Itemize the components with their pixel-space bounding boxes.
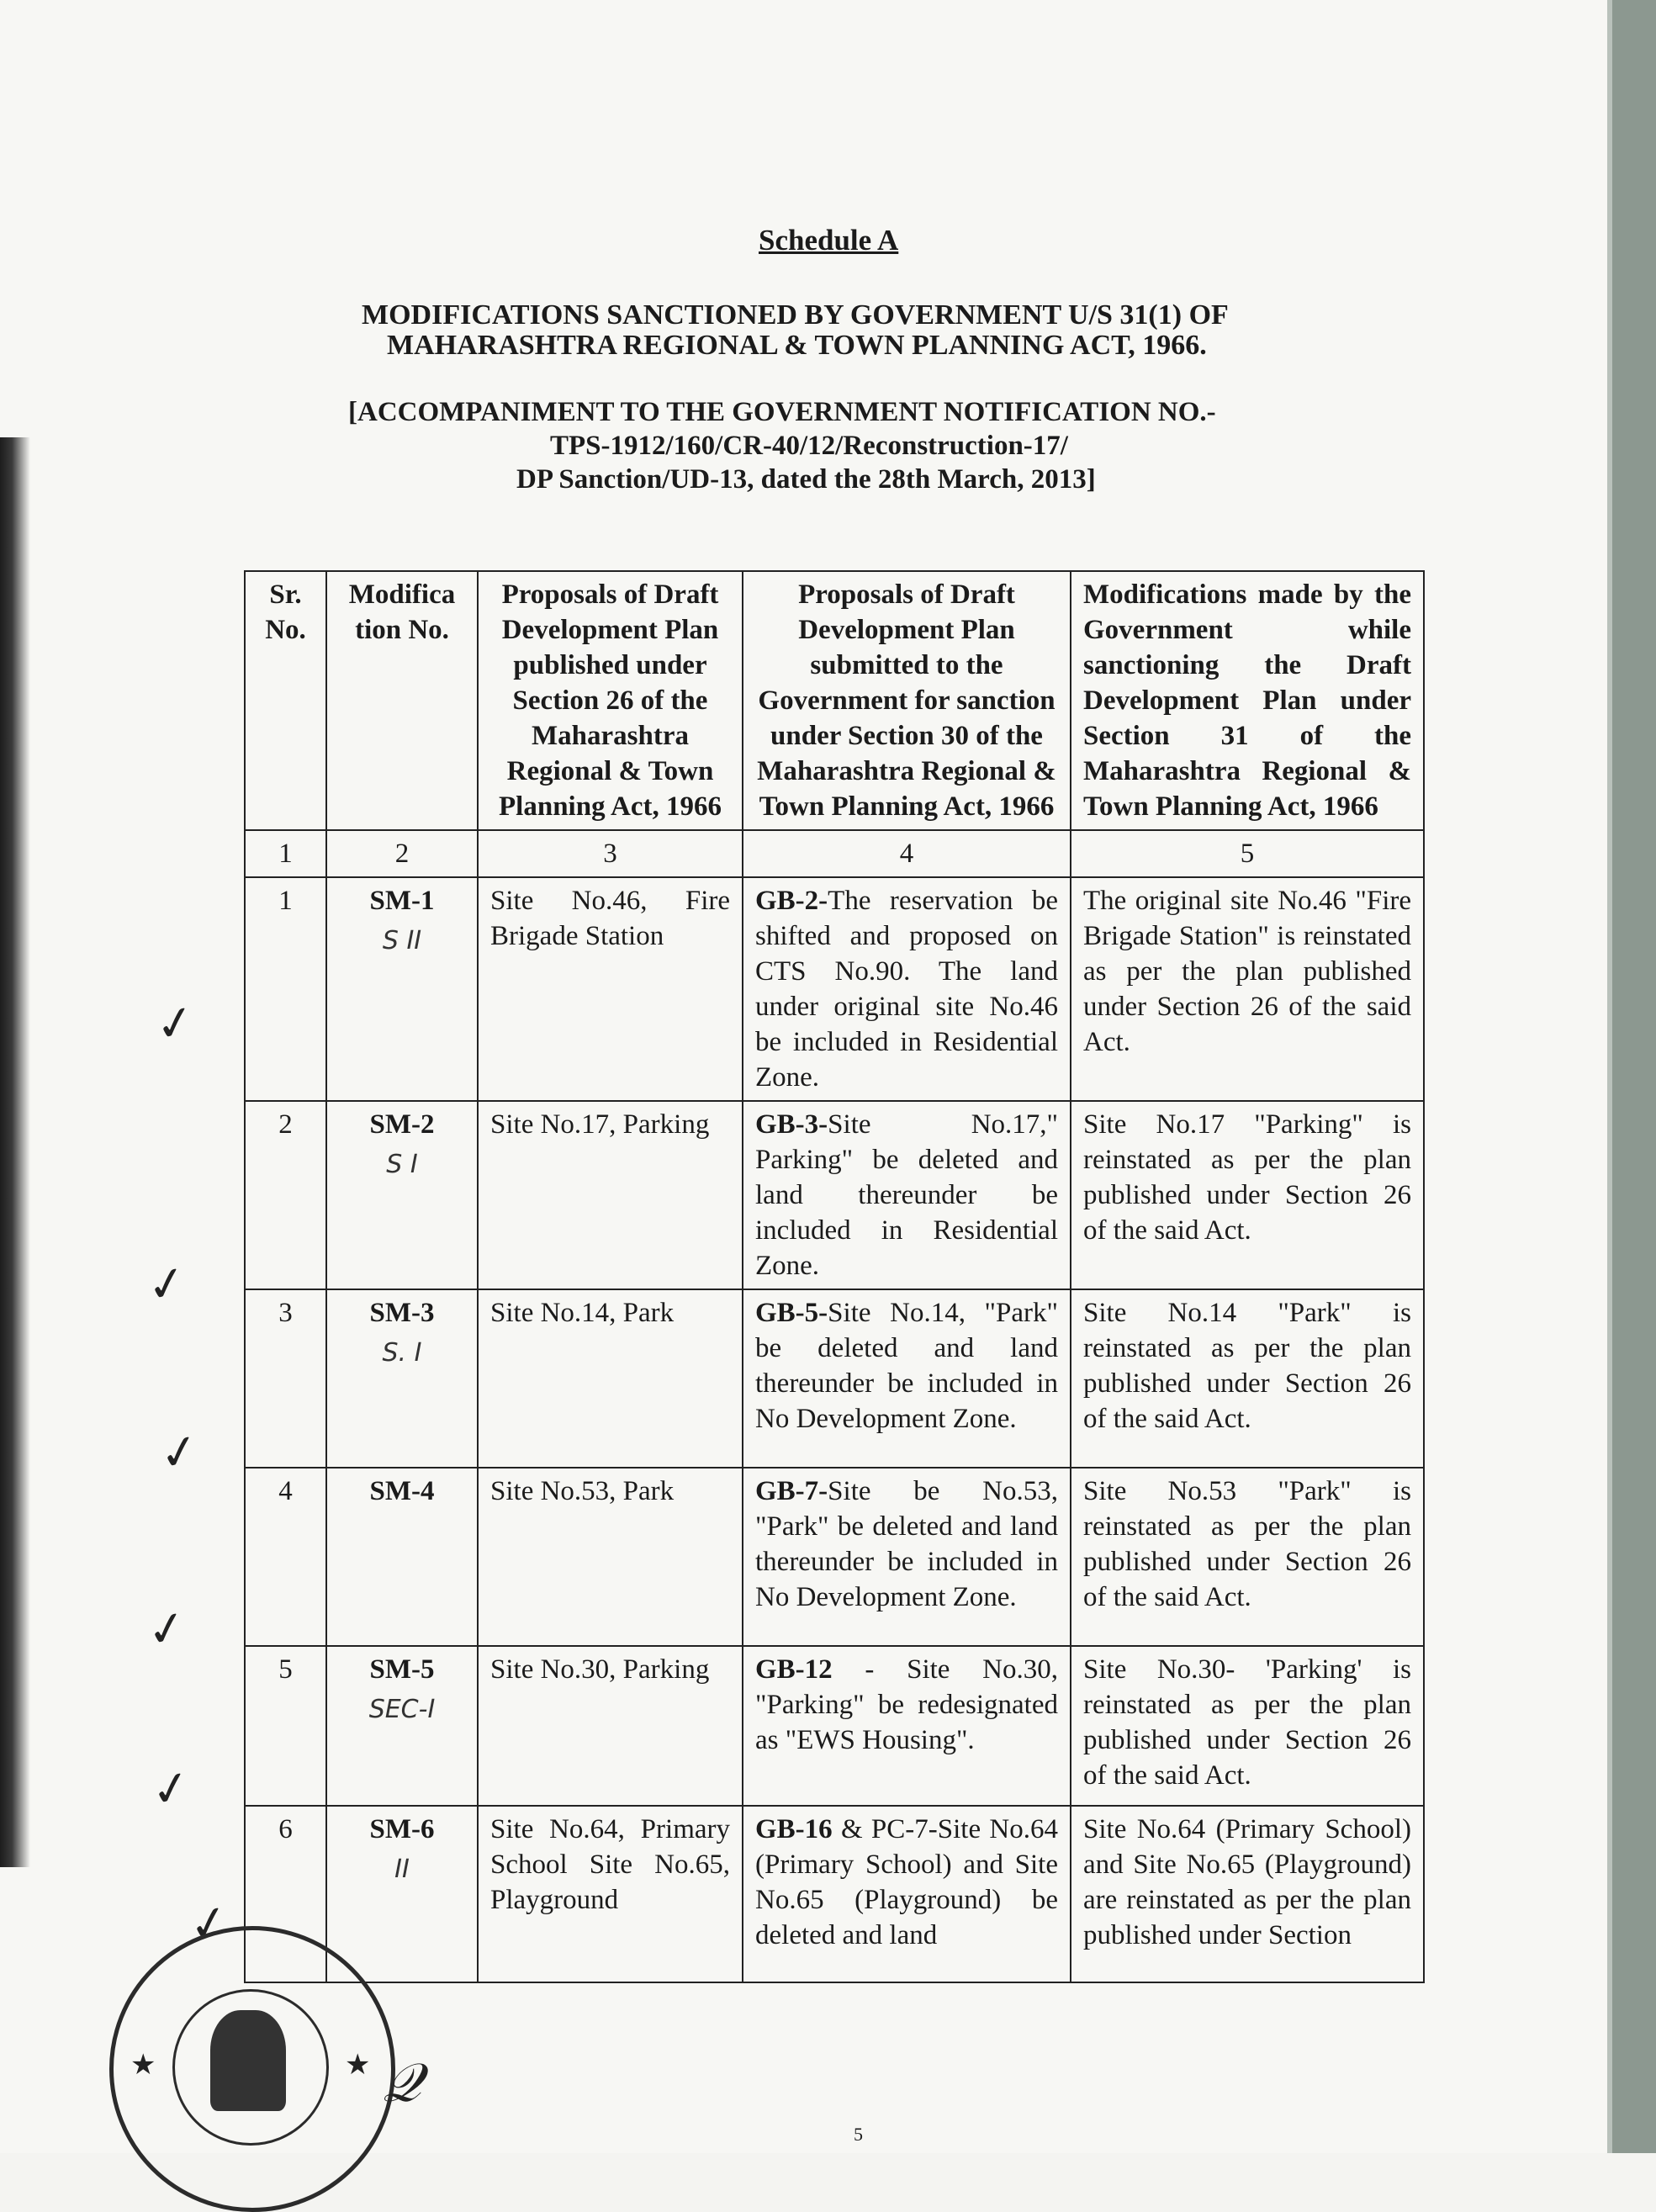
handwritten-note: SEC-I <box>368 1695 436 1724</box>
modification-text-cell: Site No.17 "Parking" is reinstated as per the plan published under Section 26 of the said Act. <box>1071 1101 1424 1289</box>
proposal-text: Site No.17," Parking" be deleted and land thereunder be included in Residential Zone. <box>755 1109 1058 1281</box>
paper-edge <box>1607 0 1612 2153</box>
header-modification-no: Modifica tion No. <box>326 571 478 830</box>
table-row <box>245 1646 1424 1806</box>
modification-no: SM-1 <box>369 886 435 916</box>
proposal-code: GB-3- <box>755 1109 828 1140</box>
table-row <box>245 1289 1424 1468</box>
handwritten-note: S. I <box>382 1338 422 1368</box>
table-header-row <box>245 571 1424 830</box>
sr-no-cell: 4 <box>245 1468 326 1646</box>
sr-no-cell: 2 <box>245 1101 326 1289</box>
published-proposal-cell: Site No.64, Primary School Site No.65, Playground <box>478 1806 743 1982</box>
modification-cell <box>326 1806 478 1982</box>
scan-shadow <box>0 437 30 1867</box>
sr-no-cell: 3 <box>245 1289 326 1468</box>
proposal-code: GB-5- <box>755 1298 828 1328</box>
column-number-row <box>245 830 1424 877</box>
modification-text-cell: The original site No.46 "Fire Brigade Station" is reinstated as per the plan published under Section 26 of the said Act. <box>1071 877 1424 1101</box>
check-mark: ✓ <box>184 1893 234 1955</box>
header-submitted-proposals: Proposals of Draft Development Plan submitted to the Government for sanction under Section 30 of the Maharashtra Regional & Town Planning Act, 1966 <box>743 571 1071 830</box>
accompaniment-line-2: TPS-1912/160/CR-40/12/Reconstruction-17/ <box>550 431 1068 461</box>
handwritten-note: II <box>394 1855 410 1884</box>
header-government-modifications: Modifications made by the Government while sanctioning the Draft Development Plan under Section 31 of the Maharashtra Regional & Town Planning Act, 1966 <box>1071 571 1424 830</box>
column-number: 3 <box>478 830 743 877</box>
signature: 𝒬 <box>383 2052 421 2114</box>
proposal-text: Site be No.53, "Park" be deleted and land thereunder be included in No Development Zone. <box>755 1476 1058 1612</box>
modification-cell <box>326 877 478 1101</box>
submitted-proposal-cell <box>743 1289 1071 1468</box>
title-line-2: MAHARASHTRA REGIONAL & TOWN PLANNING ACT, 1966. <box>387 330 1207 361</box>
column-number: 2 <box>326 830 478 877</box>
published-proposal-cell: Site No.46, Fire Brigade Station <box>478 877 743 1101</box>
modification-text-cell: Site No.14 "Park" is reinstated as per the plan published under Section 26 of the said Act. <box>1071 1289 1424 1468</box>
submitted-proposal-cell <box>743 1468 1071 1646</box>
modification-text-cell: Site No.64 (Primary School) and Site No.65 (Playground) are reinstated as per the plan published under Section <box>1071 1806 1424 1982</box>
sr-no-cell: 1 <box>245 877 326 1101</box>
column-number: 5 <box>1071 830 1424 877</box>
published-proposal-cell: Site No.14, Park <box>478 1289 743 1468</box>
table-row <box>245 877 1424 1101</box>
header-sr-no: Sr. No. <box>245 571 326 830</box>
proposal-text: & PC-7-Site No.64 (Primary School) and Site No.65 (Playground) be deleted and land <box>755 1814 1058 1950</box>
scanner-background <box>1607 0 1656 2153</box>
submitted-proposal-cell <box>743 1646 1071 1806</box>
modifications-table <box>244 570 1425 1983</box>
modification-no: SM-3 <box>369 1298 435 1328</box>
modification-no: SM-4 <box>369 1476 435 1506</box>
star-icon: ★ <box>345 2050 371 2081</box>
modification-cell <box>326 1101 478 1289</box>
sr-no-cell: 5 <box>245 1646 326 1806</box>
check-mark: ✓ <box>146 1759 196 1820</box>
proposal-code: GB-16 <box>755 1814 833 1844</box>
proposal-text: Site No.14, "Park" be deleted and land thereunder be included in No Development Zone. <box>755 1298 1058 1434</box>
table-row <box>245 1468 1424 1646</box>
proposal-code: GB-12 <box>755 1654 833 1685</box>
modification-cell <box>326 1468 478 1646</box>
modification-text-cell: Site No.53 "Park" is reinstated as per the plan published under Section 26 of the said Act. <box>1071 1468 1424 1646</box>
page-number: 5 <box>854 2124 863 2145</box>
table-row <box>245 1806 1424 1982</box>
proposal-code: GB-2- <box>755 886 828 916</box>
proposal-text: The reservation be shifted and proposed on CTS No.90. The land under original site No.46 be included in Residential Zone. <box>755 886 1058 1093</box>
proposal-code: GB-7- <box>755 1476 828 1506</box>
published-proposal-cell: Site No.53, Park <box>478 1468 743 1646</box>
check-mark: ✓ <box>155 1422 204 1484</box>
header-published-proposals: Proposals of Draft Development Plan published under Section 26 of the Maharashtra Regional & Town Planning Act, 1966 <box>478 571 743 830</box>
check-mark: ✓ <box>151 993 200 1055</box>
submitted-proposal-cell <box>743 1806 1071 1982</box>
modification-no: SM-2 <box>369 1109 435 1140</box>
column-number: 1 <box>245 830 326 877</box>
modification-cell <box>326 1289 478 1468</box>
modification-cell <box>326 1646 478 1806</box>
modification-text-cell: Site No.30- 'Parking' is reinstated as per the plan published under Section 26 of the said Act. <box>1071 1646 1424 1806</box>
published-proposal-cell: Site No.17, Parking <box>478 1101 743 1289</box>
sr-no-cell: 6 <box>245 1806 326 1982</box>
emblem-icon <box>210 2010 286 2111</box>
accompaniment-line-1: [ACCOMPANIMENT TO THE GOVERNMENT NOTIFICATION NO.- <box>348 397 1216 427</box>
column-number: 4 <box>743 830 1071 877</box>
official-seal <box>109 1926 395 2212</box>
modification-no: SM-5 <box>369 1654 435 1685</box>
handwritten-note: S II <box>382 926 422 955</box>
handwritten-note: S I <box>386 1150 418 1179</box>
published-proposal-cell: Site No.30, Parking <box>478 1646 743 1806</box>
submitted-proposal-cell <box>743 877 1071 1101</box>
proposal-text: - Site No.30, "Parking" be redesignated as "EWS Housing". <box>755 1654 1058 1755</box>
schedule-title: Schedule A <box>759 224 899 257</box>
check-mark: ✓ <box>142 1599 192 1660</box>
modification-no: SM-6 <box>369 1814 435 1844</box>
table-row <box>245 1101 1424 1289</box>
accompaniment-line-3: DP Sanction/UD-13, dated the 28th March, 2013] <box>516 464 1096 495</box>
submitted-proposal-cell <box>743 1101 1071 1289</box>
title-line-1: MODIFICATIONS SANCTIONED BY GOVERNMENT U/S 31(1) OF <box>362 299 1229 331</box>
check-mark: ✓ <box>142 1254 192 1315</box>
star-icon: ★ <box>130 2050 156 2081</box>
